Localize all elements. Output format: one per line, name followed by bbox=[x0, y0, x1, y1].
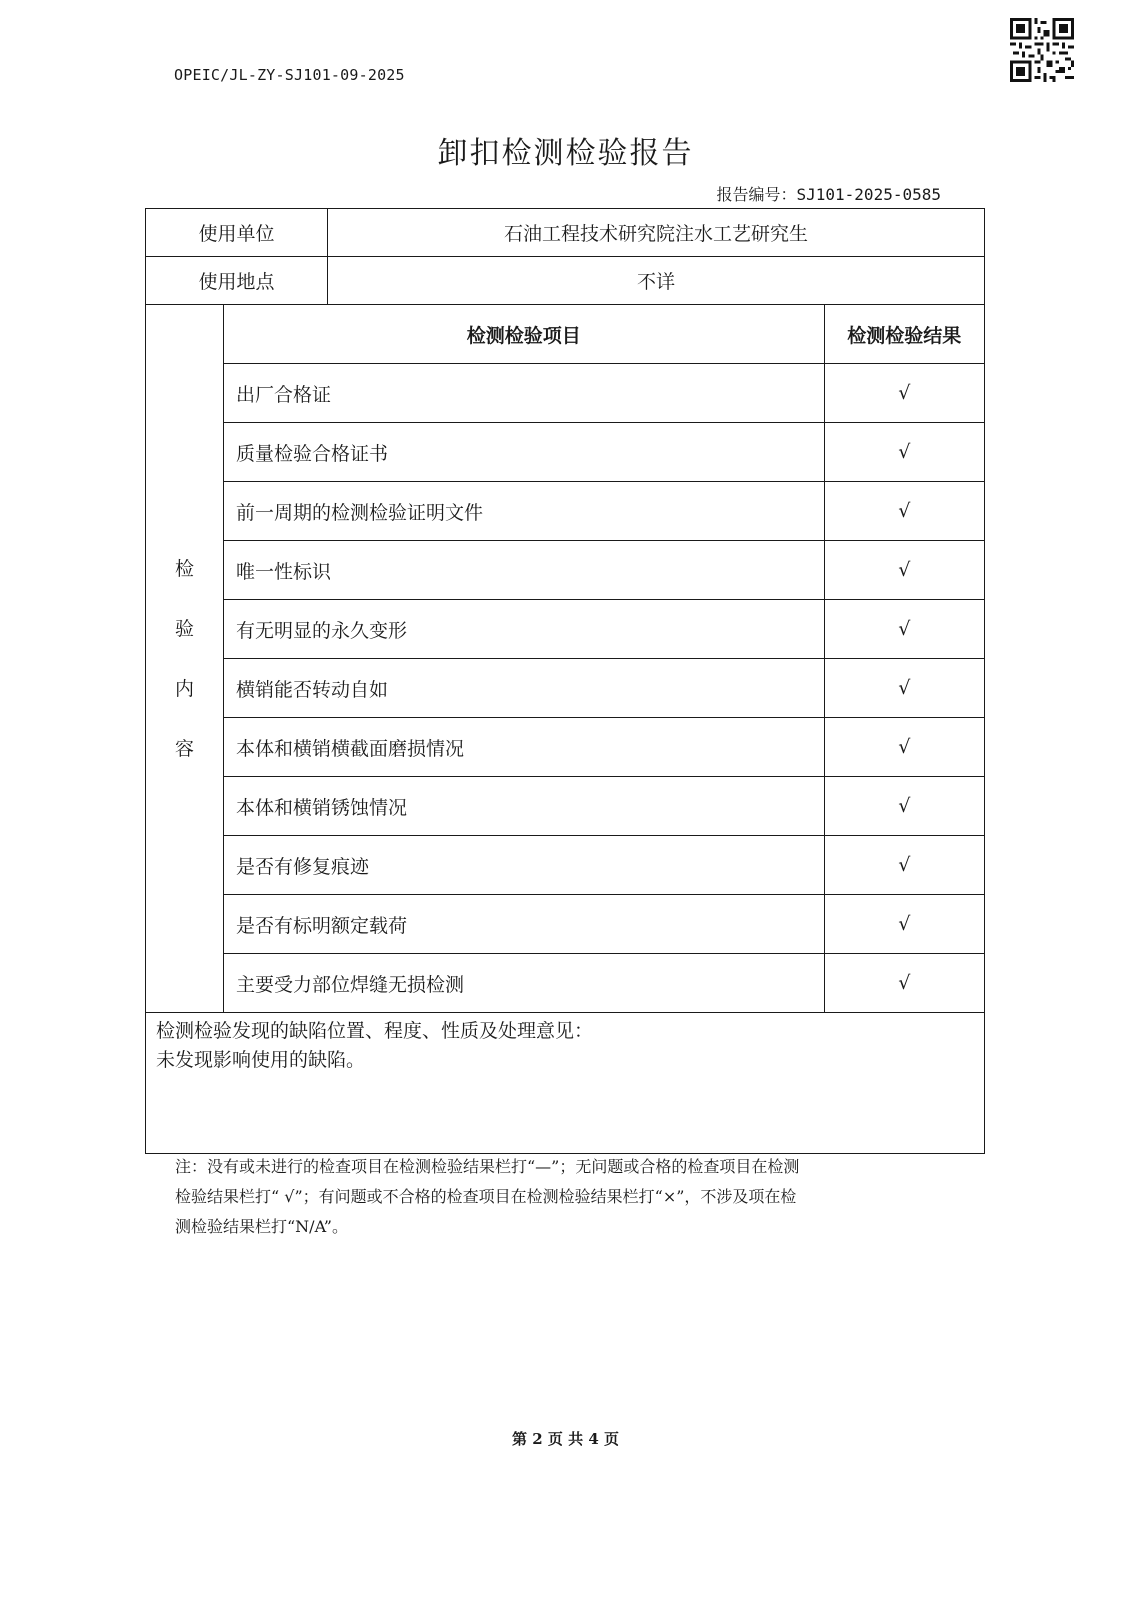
findings-text: 未发现影响使用的缺陷。 bbox=[156, 1049, 366, 1071]
use-location-label: 使用地点 bbox=[146, 257, 328, 305]
user-unit-label: 使用单位 bbox=[146, 209, 328, 257]
report-title: 卸扣检测检验报告 bbox=[437, 136, 694, 171]
item-name: 质量检验合格证书 bbox=[224, 423, 824, 482]
report-table bbox=[145, 208, 985, 1154]
user-unit-value: 石油工程技术研究院注水工艺研究生 bbox=[328, 209, 985, 257]
section-label-char: 检 bbox=[174, 557, 194, 580]
item-name: 主要受力部位焊缝无损检测 bbox=[224, 954, 824, 1013]
items-table bbox=[224, 305, 984, 1012]
table-row bbox=[224, 954, 984, 1013]
item-name: 本体和横销锈蚀情况 bbox=[224, 777, 824, 836]
item-result: √ bbox=[824, 718, 984, 777]
section-label-char: 内 bbox=[174, 677, 194, 700]
table-row bbox=[224, 423, 984, 482]
user-unit-row bbox=[146, 209, 985, 257]
item-name: 唯一性标识 bbox=[224, 541, 824, 600]
table-row bbox=[224, 600, 984, 659]
item-result: √ bbox=[824, 482, 984, 541]
item-result: √ bbox=[824, 659, 984, 718]
note-line: 注：没有或未进行的检查项目在检测检验结果栏打“—”；无问题或合格的检查项目在检测 bbox=[175, 1157, 800, 1176]
report-number bbox=[716, 182, 941, 205]
table-row bbox=[224, 541, 984, 600]
item-result: √ bbox=[824, 600, 984, 659]
table-row bbox=[224, 482, 984, 541]
note-line: 测检验结果栏打“N/A”。 bbox=[175, 1217, 348, 1236]
items-header-row bbox=[224, 305, 984, 364]
item-result: √ bbox=[824, 954, 984, 1013]
note-line: 检验结果栏打“ √”；有问题或不合格的检查项目在检测检验结果栏打“×”，不涉及项在检 bbox=[175, 1187, 797, 1206]
item-name: 有无明显的永久变形 bbox=[224, 600, 824, 659]
section-label-char: 容 bbox=[174, 737, 194, 760]
item-name: 横销能否转动自如 bbox=[224, 659, 824, 718]
report-sheet bbox=[145, 208, 985, 1154]
item-result: √ bbox=[824, 836, 984, 895]
page-footer: 第 2 页 共 4 页 bbox=[512, 1430, 619, 1448]
document-code: OPEIC/JL-ZY-SJ101-09-2025 bbox=[174, 66, 405, 84]
use-location-value: 不详 bbox=[328, 257, 985, 305]
report-number-label: 报告编号： bbox=[716, 185, 797, 204]
findings-row bbox=[146, 1013, 985, 1154]
item-result: √ bbox=[824, 423, 984, 482]
item-name: 本体和横销横截面磨损情况 bbox=[224, 718, 824, 777]
table-row bbox=[224, 777, 984, 836]
table-row bbox=[224, 364, 984, 423]
inspection-content-row bbox=[146, 305, 985, 1013]
inspection-content-label bbox=[146, 305, 224, 1013]
table-row bbox=[224, 718, 984, 777]
item-result: √ bbox=[824, 895, 984, 954]
item-result: √ bbox=[824, 777, 984, 836]
item-name: 前一周期的检测检验证明文件 bbox=[224, 482, 824, 541]
table-row bbox=[224, 659, 984, 718]
items-header-item: 检测检验项目 bbox=[224, 305, 824, 364]
item-name: 出厂合格证 bbox=[224, 364, 824, 423]
table-row bbox=[224, 895, 984, 954]
items-container bbox=[224, 305, 985, 1013]
item-name: 是否有标明额定载荷 bbox=[224, 895, 824, 954]
findings-cell bbox=[146, 1013, 985, 1154]
note bbox=[175, 1152, 955, 1242]
qr-code-icon bbox=[1010, 18, 1074, 82]
item-result: √ bbox=[824, 364, 984, 423]
findings-label: 检测检验发现的缺陷位置、程度、性质及处理意见： bbox=[156, 1020, 594, 1042]
report-number-value: SJ101-2025-0585 bbox=[796, 185, 941, 204]
section-label-char: 验 bbox=[174, 617, 194, 640]
use-location-row bbox=[146, 257, 985, 305]
table-row bbox=[224, 836, 984, 895]
item-name: 是否有修复痕迹 bbox=[224, 836, 824, 895]
item-result: √ bbox=[824, 541, 984, 600]
items-header-result: 检测检验结果 bbox=[824, 305, 984, 364]
